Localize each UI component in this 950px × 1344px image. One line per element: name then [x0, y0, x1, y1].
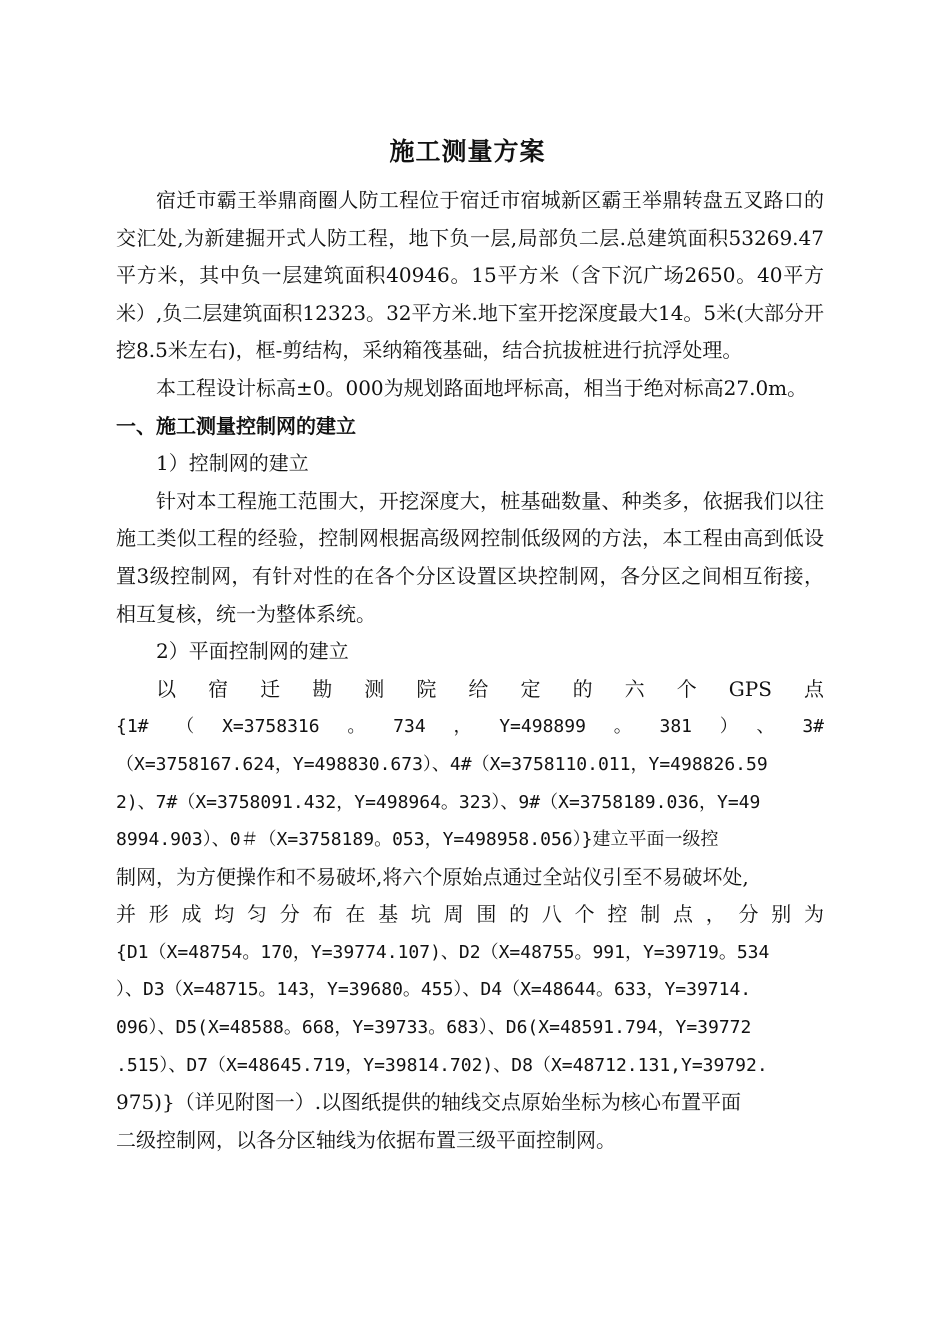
section-heading: 一、施工测量控制网的建立	[116, 413, 356, 438]
gps-line-2: {1#（X=3758316。734，Y=498899。381）、3#	[116, 716, 824, 738]
subsection-heading-control-network: 1）控制网的建立	[156, 451, 309, 476]
control-network-paragraph: 针对本工程施工范围大，开挖深度大，桩基础数量、种类多，依据我们以往施工类似工程的经验，控制网根据高级网控制低级网的方法，本工程由高到低设置3级控制网，有针对性的在各个分区设置区块控制网，各分区之间相互衔接，相互复核，统一为整体系统。	[116, 488, 824, 626]
document-title: 施工测量方案	[389, 137, 546, 166]
subsection-heading-plane-network: 2）平面控制网的建立	[156, 639, 349, 664]
gps-line-3: （X=3758167.624，Y=498830.673）、4#（X=3758110.011，Y=498826.59	[116, 753, 768, 775]
control-point-line-5: 975)}（详见附图一）.以图纸提供的轴线交点原始坐标为核心布置平面	[116, 1090, 742, 1115]
control-point-line-6: 二级控制网，以各分区轴线为依据布置三级平面控制网。	[116, 1127, 616, 1152]
control-point-line-4: .515）、D7（X=48645.719，Y=39814.702)、D8（X=48712.131,Y=39792.	[116, 1054, 768, 1076]
gps-line-5: 8994.903）、0＃（X=3758189。053，Y=498958.056）}建立平面一级控	[116, 829, 719, 851]
document-body	[116, 182, 824, 1159]
control-point-line-2: ）、D3（X=48715。143，Y=39680。455）、D4（X=48644。633，Y=39714.	[116, 979, 752, 1001]
gps-line-1: 以宿迁勘测院给定的六个GPS点	[156, 676, 824, 701]
gps-line-6: 制网，为方便操作和不易破坏,将六个原始点通过全站仪引至不易破坏处,	[116, 864, 749, 889]
intro-paragraph-1: 宿迁市霸王举鼎商圈人防工程位于宿迁市宿城新区霸王举鼎转盘五叉路口的交汇处,为新建掘开式人防工程，地下负一层,局部负二层.总建筑面积53269.47平方米，其中负一层建筑面积40946。15平方米（含下沉广场2650。40平方米）,负二层建筑面积12323。32平方米.地下室开挖深度最大14。5米(大部分开挖8.5米左右)，框-剪结构，采纳箱筏基础，结合抗拔桩进行抗浮处理。	[116, 188, 824, 363]
control-point-line-1: {D1（X=48754。170，Y=39774.107)、D2（X=48755。991，Y=39719。534	[116, 941, 770, 963]
intro-paragraph-2: 本工程设计标高±0。000为规划路面地坪标高，相当于绝对标高27.0m。	[156, 375, 808, 400]
control-point-line-3: 096）、D5(X=48588。668，Y=39733。683）、D6(X=48591.794，Y=39772	[116, 1017, 752, 1039]
gps-line-4: 2)、7#（X=3758091.432，Y=498964。323）、9#（X=3758189.036，Y=49	[116, 791, 761, 813]
gps-line-7: 并形成均匀分布在基坑周围的八个控制点，分别为	[116, 902, 824, 927]
